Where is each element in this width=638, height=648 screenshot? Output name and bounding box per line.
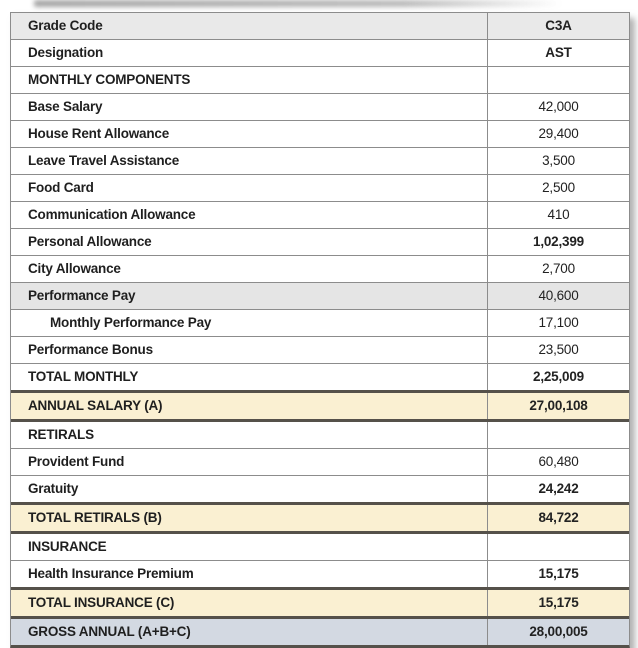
table-row xyxy=(11,13,629,39)
row-value: AST xyxy=(487,40,629,66)
table-row xyxy=(11,363,629,390)
row-label: Leave Travel Assistance xyxy=(28,153,179,168)
row-value: 17,100 xyxy=(487,310,629,336)
row-label: TOTAL INSURANCE (C) xyxy=(28,595,175,610)
row-value: 27,00,108 xyxy=(487,393,629,419)
row-label: House Rent Allowance xyxy=(28,126,170,141)
row-label: INSURANCE xyxy=(28,539,107,554)
table-row xyxy=(11,616,629,645)
row-value: 3,500 xyxy=(487,148,629,174)
row-label: Monthly Performance Pay xyxy=(50,315,212,330)
row-value: 60,480 xyxy=(487,449,629,475)
top-edge-shadow xyxy=(34,0,562,7)
salary-table xyxy=(10,12,630,648)
row-label: MONTHLY COMPONENTS xyxy=(28,72,191,87)
table-row xyxy=(11,228,629,255)
table-row xyxy=(11,502,629,531)
row-value: C3A xyxy=(487,13,629,39)
row-value: 42,000 xyxy=(487,94,629,120)
table-row xyxy=(11,531,629,560)
row-value: 2,500 xyxy=(487,175,629,201)
row-label: Designation xyxy=(28,45,104,60)
row-label: RETIRALS xyxy=(28,427,94,442)
row-value: 2,25,009 xyxy=(487,364,629,390)
table-row xyxy=(11,560,629,587)
table-row xyxy=(11,66,629,93)
table-row xyxy=(11,39,629,66)
table-row xyxy=(11,448,629,475)
row-value: 40,600 xyxy=(487,283,629,309)
row-value: 84,722 xyxy=(487,505,629,531)
row-label: Performance Pay xyxy=(28,288,136,303)
table-row xyxy=(11,419,629,448)
row-label: Food Card xyxy=(28,180,94,195)
table-row xyxy=(11,282,629,309)
row-label: Provident Fund xyxy=(28,454,125,469)
row-label: TOTAL MONTHLY xyxy=(28,369,139,384)
row-label: City Allowance xyxy=(28,261,121,276)
row-value: 410 xyxy=(487,202,629,228)
row-value: 24,242 xyxy=(487,476,629,502)
row-label: TOTAL RETIRALS (B) xyxy=(28,510,162,525)
row-value: 2,700 xyxy=(487,256,629,282)
table-row xyxy=(11,336,629,363)
table-row xyxy=(11,93,629,120)
row-label: Base Salary xyxy=(28,99,103,114)
table-row xyxy=(11,201,629,228)
row-label: GROSS ANNUAL (A+B+C) xyxy=(28,624,191,639)
row-label: Performance Bonus xyxy=(28,342,153,357)
row-value xyxy=(487,534,629,560)
table-row xyxy=(11,255,629,282)
table-row xyxy=(11,147,629,174)
row-value: 1,02,399 xyxy=(487,229,629,255)
table-row xyxy=(11,587,629,616)
table-row xyxy=(11,174,629,201)
row-label: Personal Allowance xyxy=(28,234,152,249)
row-value: 23,500 xyxy=(487,337,629,363)
row-value: 29,400 xyxy=(487,121,629,147)
row-label: Gratuity xyxy=(28,481,79,496)
row-value: 15,175 xyxy=(487,561,629,587)
table-row xyxy=(11,475,629,502)
row-label: Grade Code xyxy=(28,18,103,33)
row-label: ANNUAL SALARY (A) xyxy=(28,398,163,413)
table-row xyxy=(11,120,629,147)
row-value xyxy=(487,67,629,93)
row-label: Communication Allowance xyxy=(28,207,196,222)
table-row xyxy=(11,390,629,419)
row-value: 28,00,005 xyxy=(487,619,629,645)
table-row xyxy=(11,309,629,336)
row-value: 15,175 xyxy=(487,590,629,616)
row-label: Health Insurance Premium xyxy=(28,566,194,581)
row-value xyxy=(487,422,629,448)
